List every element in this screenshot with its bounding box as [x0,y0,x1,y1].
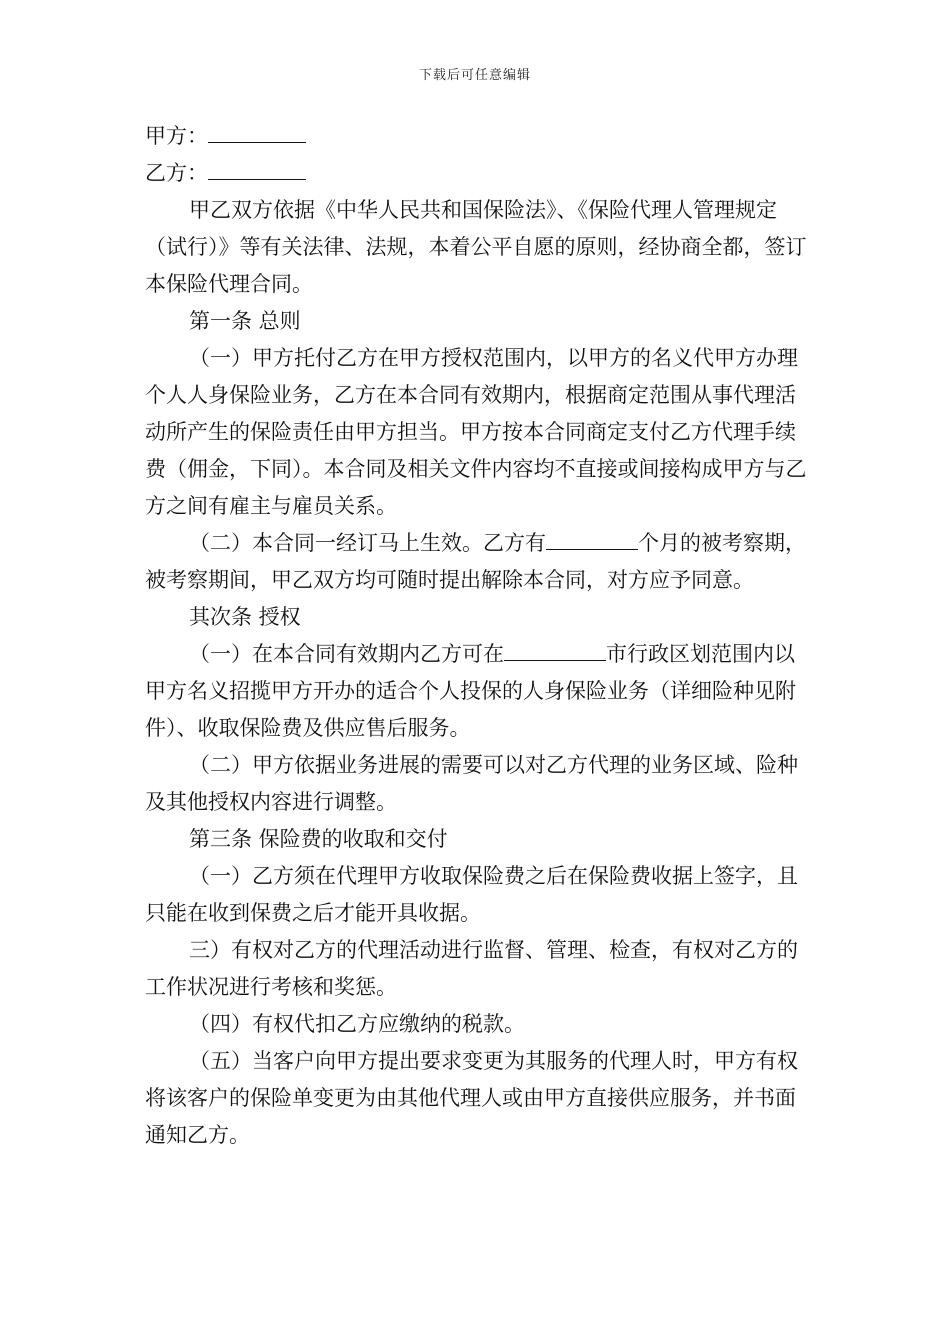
article1-clause1: （一）甲方托付乙方在甲方授权范围内，以甲方的名义代甲方办理个人人身保险业务，乙方在本合同有效期内，根据商定范围从事代理活动所产生的保险责任由甲方担当。甲方按本合同商定支付乙方代理手续费（佣金，下同）。本合同及相关文件内容均不直接或间接构成甲方与乙方之间有雇主与雇员关系。 [145,346,807,518]
party-b-label: 乙方： [145,161,208,185]
article1-clause2-before: （二）本合同一经订马上生效。乙方有 [189,531,546,555]
party-a-line [145,118,810,155]
party-b-line [145,155,810,192]
probation-months-blank [546,525,638,550]
article2-clause2: （二）甲方依据业务进展的需要可以对乙方代理的业务区域、险种及其他授权内容进行调整。 [145,753,798,814]
article2-clause1-after: 市行政区划范围内以甲方名义招揽甲方开办的适合个人投保的人身保险业务（详细险种见附件）、收取保险费及供应售后服务。 [145,642,796,740]
article1-heading: 第一条 总则 [189,309,301,333]
article2-heading: 其次条 授权 [189,605,301,629]
city-blank [504,636,606,661]
article3-heading: 第三条 保险费的收取和交付 [189,827,448,851]
article1-clause2-after: 个月的被考察期，被考察期间，甲乙双方均可随时提出解除本合同，对方应予同意。 [145,531,806,592]
article3-clause5: （五）当客户向甲方提出要求变更为其服务的代理人时，甲方有权将该客户的保险单变更为由其他代理人或由甲方直接供应服务，并书面通知乙方。 [145,1049,798,1147]
article1-clause2 [145,525,810,599]
article3-clause4: （四）有权代扣乙方应缴纳的税款。 [189,1012,525,1036]
party-b-blank [208,155,306,180]
article3-clause3: 三）有权对乙方的代理活动进行监督、管理、检查，有权对乙方的工作状况进行考核和奖惩。 [145,938,798,999]
article3-clause1: （一）乙方须在代理甲方收取保险费之后在保险费收据上签字，且只能在收到保费之后才能开具收据。 [145,864,798,925]
document-body [145,118,810,1154]
party-a-label: 甲方： [145,124,208,148]
article2-clause1 [145,636,810,747]
party-a-blank [208,118,306,143]
article2-clause1-before: （一）在本合同有效期内乙方可在 [189,642,504,666]
intro-paragraph: 甲乙双方依据《中华人民共和国保险法》、《保险代理人管理规定（试行）》等有关法律、法规，本着公平自愿的原则，经协商全都，签订本保险代理合同。 [145,198,807,296]
page-header-note: 下载后可任意编辑 [418,68,531,83]
